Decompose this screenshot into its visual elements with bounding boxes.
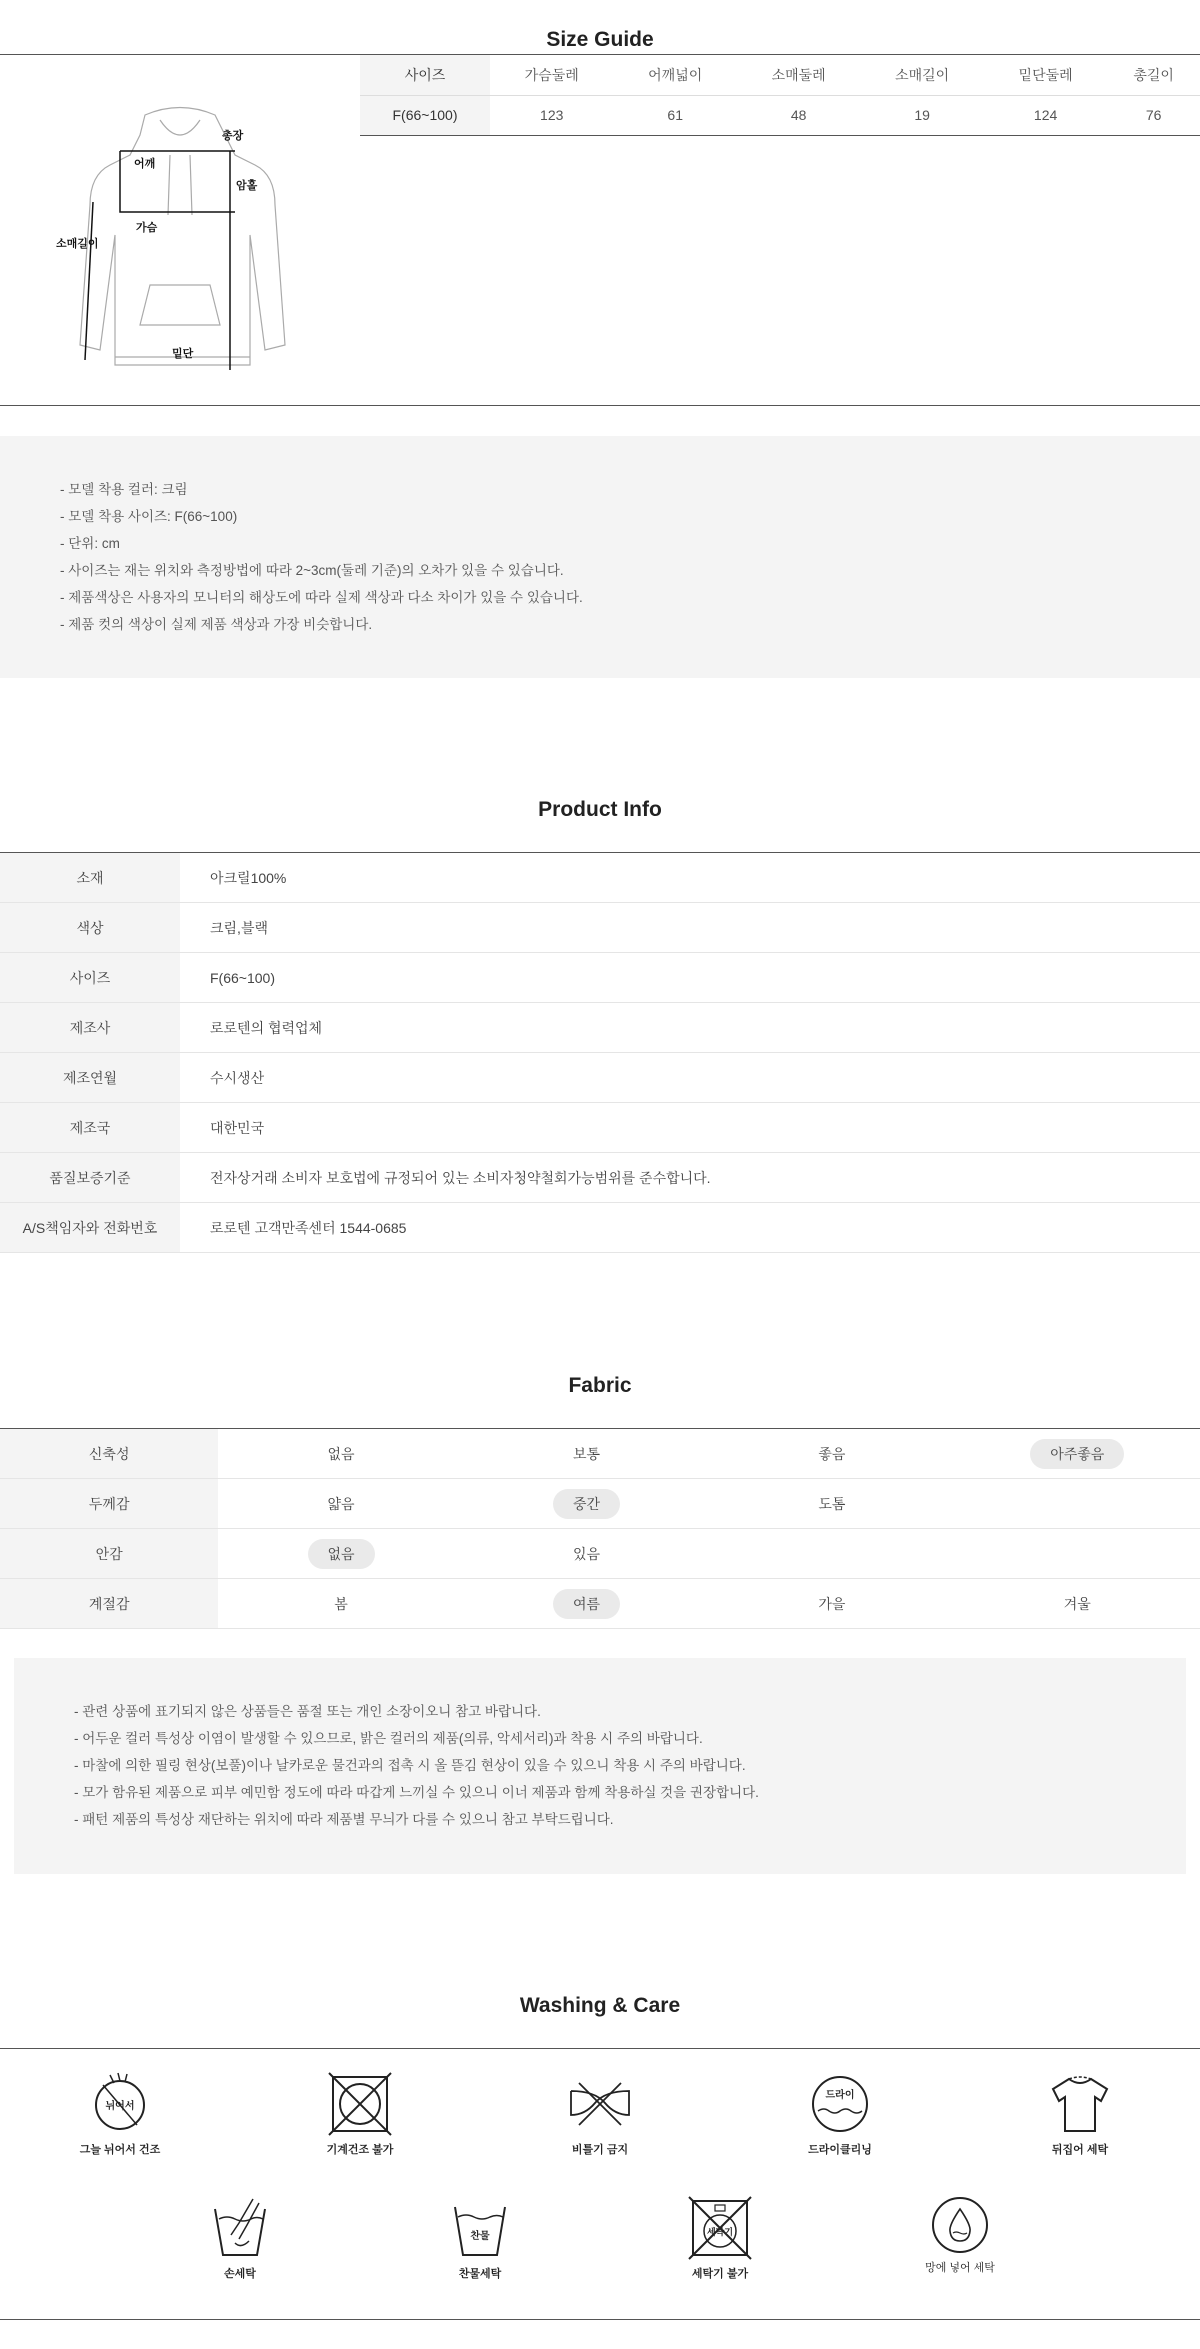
info-value: 수시생산	[180, 1053, 1200, 1103]
info-value: 전자상거래 소비자 보호법에 규정되어 있는 소비자청약철회가능범위를 준수합니다.	[180, 1153, 1200, 1203]
no-machine-wash-icon	[685, 2195, 755, 2261]
wash-item	[45, 2071, 195, 2157]
note-line: - 관련 상품에 표기되지 않은 상품들은 품절 또는 개인 소장이오니 참고 바랍니다.	[74, 1704, 541, 1719]
note-line: - 모델 착용 사이즈: F(66~100)	[60, 509, 238, 524]
info-row	[0, 953, 1200, 1003]
info-row	[0, 1003, 1200, 1053]
product-info-title: Product Info	[538, 798, 662, 821]
size-table-row	[360, 95, 1200, 135]
fabric-key: 신축성	[0, 1429, 218, 1479]
size-cell: 61	[613, 95, 736, 135]
fabric-option: 봄	[334, 1595, 348, 1612]
diagram-label-shoulder: 어깨	[134, 158, 156, 170]
wash-item	[405, 2195, 555, 2281]
note-line: - 제품색상은 사용자의 모니터의 해상도에 따라 실제 색상과 다소 차이가 있을 수 있습니다.	[60, 590, 583, 605]
wash-item	[525, 2071, 675, 2157]
info-value: 대한민국	[180, 1103, 1200, 1153]
diagram-label-hem: 밑단	[172, 348, 194, 360]
wash-label: 그늘 뉘어서 건조	[79, 2144, 161, 2156]
fabric-option: 없음	[308, 1539, 375, 1569]
size-cell: 48	[737, 95, 860, 135]
wash-label: 손세탁	[224, 2268, 256, 2280]
no-wring-icon	[565, 2071, 635, 2137]
size-cell: 124	[984, 95, 1107, 135]
info-key: 소재	[0, 853, 180, 903]
fabric-option	[812, 1549, 852, 1559]
fabric-option: 아주좋음	[1030, 1439, 1124, 1469]
wash-item	[285, 2071, 435, 2157]
hand-wash-icon	[205, 2195, 275, 2261]
info-key: 제조연월	[0, 1053, 180, 1103]
fabric-option: 있음	[572, 1545, 600, 1562]
fabric-option: 중간	[553, 1489, 620, 1519]
fabric-option: 얇음	[327, 1495, 355, 1512]
info-row	[0, 853, 1200, 903]
svg-text:찬물: 찬물	[470, 2231, 490, 2242]
inside-out-wash-icon	[1045, 2071, 1115, 2137]
size-header-cell: 밑단둘레	[984, 55, 1107, 95]
size-header-cell: 가슴둘레	[490, 55, 613, 95]
fabric-option: 여름	[553, 1589, 620, 1619]
size-table	[360, 55, 1200, 136]
info-value: 로로텐의 협력업체	[180, 1003, 1200, 1053]
model-notes-box	[0, 436, 1200, 678]
washing-title: Washing & Care	[519, 1994, 681, 2017]
size-header-cell: 소매둘레	[737, 55, 860, 95]
note-line: - 어두운 컬러 특성상 이염이 발생할 수 있으므로, 밝은 컬러의 제품(의류, 악세서리)과 착용 시 주의 바랍니다.	[74, 1731, 703, 1746]
size-guide-title: Size Guide	[546, 28, 654, 51]
diagram-label-chest: 가슴	[136, 222, 158, 234]
svg-text:세탁기: 세탁기	[706, 2227, 734, 2237]
fabric-row	[0, 1579, 1200, 1629]
wash-label: 기계건조 불가	[326, 2144, 394, 2156]
info-key: 품질보증기준	[0, 1153, 180, 1203]
info-row	[0, 1053, 1200, 1103]
fabric-key: 두께감	[0, 1479, 218, 1529]
fabric-option: 좋음	[818, 1445, 846, 1462]
wash-label: 비틀기 금지	[571, 2144, 629, 2156]
size-cell: 123	[490, 95, 613, 135]
fabric-key: 안감	[0, 1529, 218, 1579]
note-line: - 모가 함유된 제품으로 피부 예민함 정도에 따라 따갑게 느끼실 수 있으니 이너 제품과 함께 착용하실 것을 권장합니다.	[74, 1785, 759, 1800]
info-key: 제조국	[0, 1103, 180, 1153]
size-cell: F(66~100)	[360, 95, 490, 135]
size-cell: 19	[860, 95, 983, 135]
wash-label: 드라이클리닝	[808, 2144, 872, 2156]
info-key: 제조사	[0, 1003, 180, 1053]
fabric-option	[1057, 1549, 1097, 1559]
size-header-cell: 어깨넓이	[613, 55, 736, 95]
wash-item	[1005, 2071, 1155, 2157]
diagram-label-length: 총장	[222, 130, 244, 142]
note-line: - 사이즈는 재는 위치와 측정방법에 따라 2~3cm(둘레 기준)의 오차가 있을 수 있습니다.	[60, 563, 564, 578]
fabric-option	[1057, 1499, 1097, 1509]
fabric-title: Fabric	[568, 1374, 632, 1397]
note-line: - 마찰에 의한 필링 현상(보풀)이나 날카로운 물건과의 접촉 시 올 뜯김 현상이 있을 수 있으니 착용 시 주의 바랍니다.	[74, 1758, 746, 1773]
info-row	[0, 903, 1200, 953]
washing-section	[0, 2048, 1200, 2320]
wash-label: 뒤집어 세탁	[1051, 2144, 1109, 2156]
size-guide-section	[0, 54, 1200, 406]
wash-item	[165, 2195, 315, 2281]
hoodie-size-diagram	[50, 95, 300, 375]
size-header-cell: 사이즈	[360, 55, 490, 95]
fabric-option: 겨울	[1063, 1595, 1091, 1612]
fabric-row	[0, 1429, 1200, 1479]
fabric-key: 계절감	[0, 1579, 218, 1629]
info-value: F(66~100)	[180, 953, 1200, 1003]
info-row	[0, 1203, 1200, 1253]
fabric-option: 보통	[572, 1445, 600, 1462]
info-value: 아크릴100%	[180, 853, 1200, 903]
note-line: - 단위: cm	[60, 536, 120, 551]
note-line: - 모델 착용 컬러: 크림	[60, 482, 188, 497]
fabric-table	[0, 1428, 1200, 1629]
diagram-label-armhole: 암홀	[236, 180, 258, 192]
fabric-option: 가을	[818, 1595, 846, 1612]
shade-dry-flat-icon	[85, 2071, 155, 2137]
note-line: - 패턴 제품의 특성상 재단하는 위치에 따라 제품별 무늬가 다를 수 있으니 참고 부탁드립니다.	[74, 1812, 614, 1827]
no-tumble-dry-icon	[325, 2071, 395, 2137]
info-key: A/S책임자와 전화번호	[0, 1203, 180, 1253]
info-value: 로로텐 고객만족센터 1544-0685	[180, 1203, 1200, 1253]
svg-text:뉘어서: 뉘어서	[105, 2101, 135, 2112]
dry-clean-icon	[805, 2071, 875, 2137]
fabric-option: 없음	[327, 1445, 355, 1462]
size-table-header-row	[360, 55, 1200, 95]
wash-label: 찬물세탁	[458, 2268, 502, 2280]
size-header-cell: 소매길이	[860, 55, 983, 95]
wash-label: 세탁기 불가	[691, 2268, 749, 2280]
cold-water-wash-icon	[445, 2195, 515, 2261]
wash-item	[885, 2195, 1035, 2275]
size-header-cell: 총길이	[1107, 55, 1200, 95]
wash-in-net-icon	[925, 2195, 995, 2255]
wash-item	[765, 2071, 915, 2157]
size-cell: 76	[1107, 95, 1200, 135]
fabric-row	[0, 1529, 1200, 1579]
wash-label: 망에 넣어 세탁	[925, 2262, 995, 2274]
diagram-label-sleeve: 소매길이	[56, 238, 99, 250]
info-key: 색상	[0, 903, 180, 953]
info-value: 크림,블랙	[180, 903, 1200, 953]
svg-text:드라이: 드라이	[825, 2090, 855, 2101]
wash-item	[645, 2195, 795, 2281]
info-key: 사이즈	[0, 953, 180, 1003]
product-info-table	[0, 852, 1200, 1253]
info-row	[0, 1153, 1200, 1203]
fabric-row	[0, 1479, 1200, 1529]
care-notes-box	[14, 1658, 1186, 1874]
info-row	[0, 1103, 1200, 1153]
note-line: - 제품 컷의 색상이 실제 제품 색상과 가장 비슷합니다.	[60, 617, 373, 632]
fabric-option: 도톰	[818, 1495, 846, 1512]
